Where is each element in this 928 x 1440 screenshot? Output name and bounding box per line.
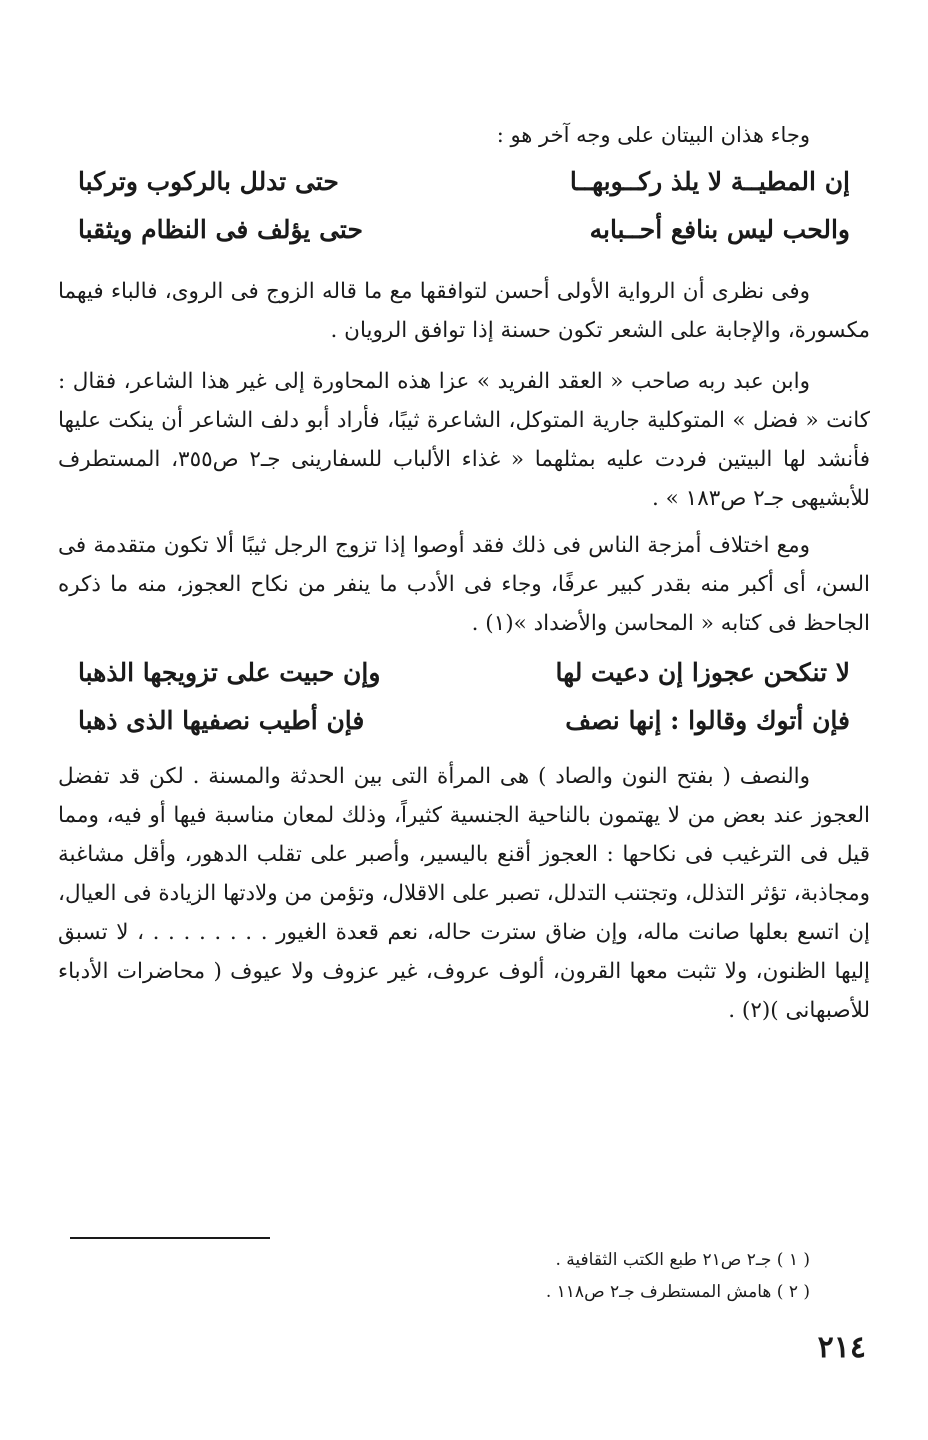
verse-first-hemistich: لا تنكحن عجوزا إن دعيت لها [555,658,850,687]
paragraph: وفى نظرى أن الرواية الأولى أحسن لتوافقها مع ما قاله الزوج فى الروى، فالباء فيهما مكسورة، والإجابة على الشعر تكون حسنة إذا توافق الرويان . [58,279,870,343]
verse-second-hemistich: وإن حبيت على تزويجها الذهبا [78,658,381,687]
poem-block-1 [58,158,870,254]
poem-verse [58,649,870,697]
intro-line: وجاء هذان البيتان على وجه آخر هو : [496,123,810,147]
page-body [58,118,870,1030]
verse-first-hemistich: إن المطيــة لا يلذ ركــوبهــا [569,167,850,196]
poem-verse [58,697,870,745]
paragraph: وابن عبد ربه صاحب « العقد الفريد » عزا هذه المحاورة إلى غير هذا الشاعر، فقال : كانت « فضل » المتوكلية جارية المتوكل، الشاعرة ثيبًا، فأراد أبو دلف الشاعر أن ينكت عليها فأنشد لها البيتين فردت عليه بمثلهما « غذاء الألباب للسفارينى جـ٢ ص٣٥٥، المستطرف للأبشيهى جـ٢ ص١٨٣ » . [58,369,870,511]
verse-second-hemistich: فإن أطيب نصفيها الذى ذهبا [78,706,365,735]
poem-verse [58,158,870,206]
paragraph: والنصف ( بفتح النون والصاد ) هى المرأة التى بين الحدثة والمسنة . لكن قد تفضل العجوز عند بعض من لا يهتمون بالناحية الجنسية كثيراً، وذلك لمعان مناسبة فيها أو فيه، ومما قيل فى الترغيب فى نكاحها : العجوز أقنع باليسير، وأصبر على تقلب الدهور، وأقل مشاغبة ومجاذبة، تؤثر التذلل، وتجتنب التدلل، تصبر على الاقلال، وتؤمن من ولادتها الزيادة فى العيال، إن اتسع بعلها صانت ماله، وإن ضاق سترت حاله، نعم قعدة الغيور . . . . . . . . ، لا تسبق إليها الظنون، ولا تثبت معها القرون، ألوف عروف، غير عزوف ولا عيوف ( محاضرات الأدباء للأصبهانى )(٢) . [58,764,870,1023]
paragraph: ومع اختلاف أمزجة الناس فى ذلك فقد أوصوا إذا تزوج الرجل ثيبًا ألا تكون متقدمة فى السن، أى أكبر منه بقدر كبير عرفًا، وجاء فى الأدب ما ينفر من نكاح العجوز، منه ما ذكره الجاحظ فى كتابه « المحاسن والأضداد »(١) . [58,533,870,636]
poem-block-2 [58,649,870,745]
verse-second-hemistich: حتى تدلل بالركوب وتركبا [78,167,339,196]
footnote-divider [70,1237,270,1239]
footnote: ( ١ ) جـ٢ ص٢١ طبع الكتب الثقافية . [555,1250,810,1270]
page-number: ٢١٤ [817,1330,866,1365]
verse-second-hemistich: حتى يؤلف فى النظام ويثقبا [78,215,363,244]
verse-first-hemistich: فإن أتوك وقالوا : إنها نصف [565,706,850,735]
footnote: ( ٢ ) هامش المستطرف جـ٢ ص١١٨ . [545,1282,810,1302]
poem-verse [58,206,870,254]
footnotes [410,1244,810,1308]
verse-first-hemistich: والحب ليس بنافع أحــبابه [589,215,850,244]
